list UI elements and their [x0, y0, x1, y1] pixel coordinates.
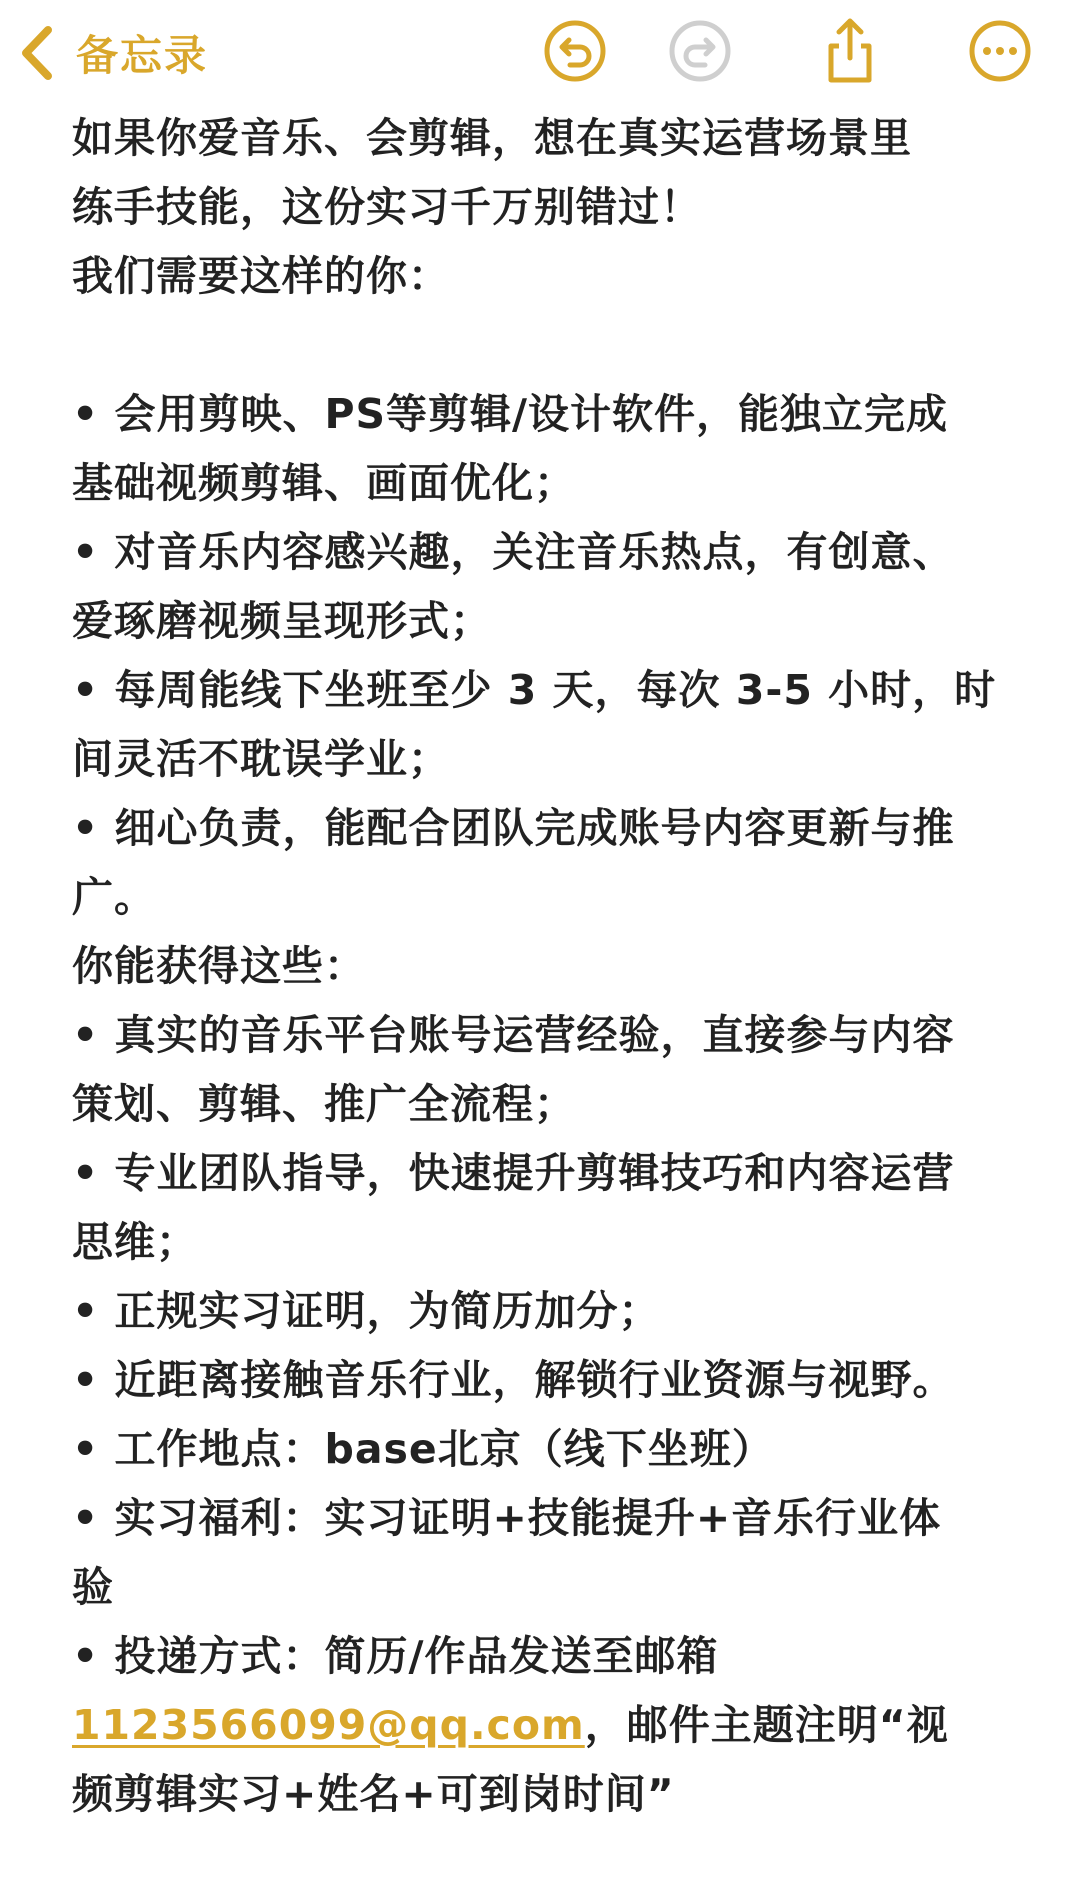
requirement-line: 间灵活不耽误学业； — [72, 735, 450, 783]
share-button[interactable] — [815, 16, 885, 86]
requirement-line: 爱琢磨视频呈现形式； — [72, 597, 492, 645]
benefit-line: • 正规实习证明，为简历加分； — [72, 1287, 661, 1335]
share-icon — [815, 16, 885, 86]
benefit-line: • 投递方式：简历/作品发送至邮箱 — [72, 1632, 719, 1680]
benefits-heading: 你能获得这些： — [72, 942, 366, 990]
requirement-line: • 细心负责，能配合团队完成账号内容更新与推 — [72, 804, 955, 852]
back-label: 备忘录 — [76, 31, 209, 80]
more-icon — [965, 16, 1035, 86]
note-line: 练手技能，这份实习千万别错过！ — [72, 183, 702, 231]
benefit-line: • 专业团队指导，快速提升剪辑技巧和内容运营 — [72, 1149, 955, 1197]
more-button[interactable] — [965, 16, 1035, 86]
requirement-line: • 每周能线下坐班至少 3 天，每次 3-5 小时，时 — [72, 666, 997, 714]
note-line: 如果你爱音乐、会剪辑，想在真实运营场景里 — [72, 114, 912, 162]
note-body[interactable] — [72, 104, 1032, 1829]
last-line: 频剪辑实习+姓名+可到岗时间” — [72, 1770, 675, 1818]
requirement-line: • 对音乐内容感兴趣，关注音乐热点，有创意、 — [72, 528, 955, 576]
redo-button[interactable] — [665, 16, 735, 86]
requirement-line: • 会用剪映、PS等剪辑/设计软件，能独立完成 — [72, 390, 949, 438]
email-line — [72, 1691, 1032, 1760]
email-link[interactable]: 1123566099@qq.com — [72, 1701, 585, 1749]
requirement-line: 基础视频剪辑、画面优化； — [72, 459, 576, 507]
requirement-line: 广。 — [72, 873, 156, 921]
redo-icon — [665, 16, 735, 86]
benefit-line: 验 — [72, 1563, 114, 1611]
benefit-line: • 工作地点：base北京（线下坐班） — [72, 1425, 774, 1473]
benefit-line: • 真实的音乐平台账号运营经验，直接参与内容 — [72, 1011, 955, 1059]
email-suffix: ，邮件主题注明“视 — [584, 1701, 949, 1749]
blank-line — [72, 311, 1032, 380]
chevron-left-icon — [18, 24, 54, 82]
benefit-line: • 实习福利：实习证明+技能提升+音乐行业体 — [72, 1494, 942, 1542]
undo-button[interactable] — [540, 16, 610, 86]
undo-icon — [540, 16, 610, 86]
benefit-line: 思维； — [72, 1218, 198, 1266]
navigation-bar — [0, 0, 1080, 108]
back-button[interactable] — [18, 18, 208, 88]
benefit-line: • 近距离接触音乐行业，解锁行业资源与视野。 — [72, 1356, 955, 1404]
benefit-line: 策划、剪辑、推广全流程； — [72, 1080, 576, 1128]
note-line: 我们需要这样的你： — [72, 252, 450, 300]
